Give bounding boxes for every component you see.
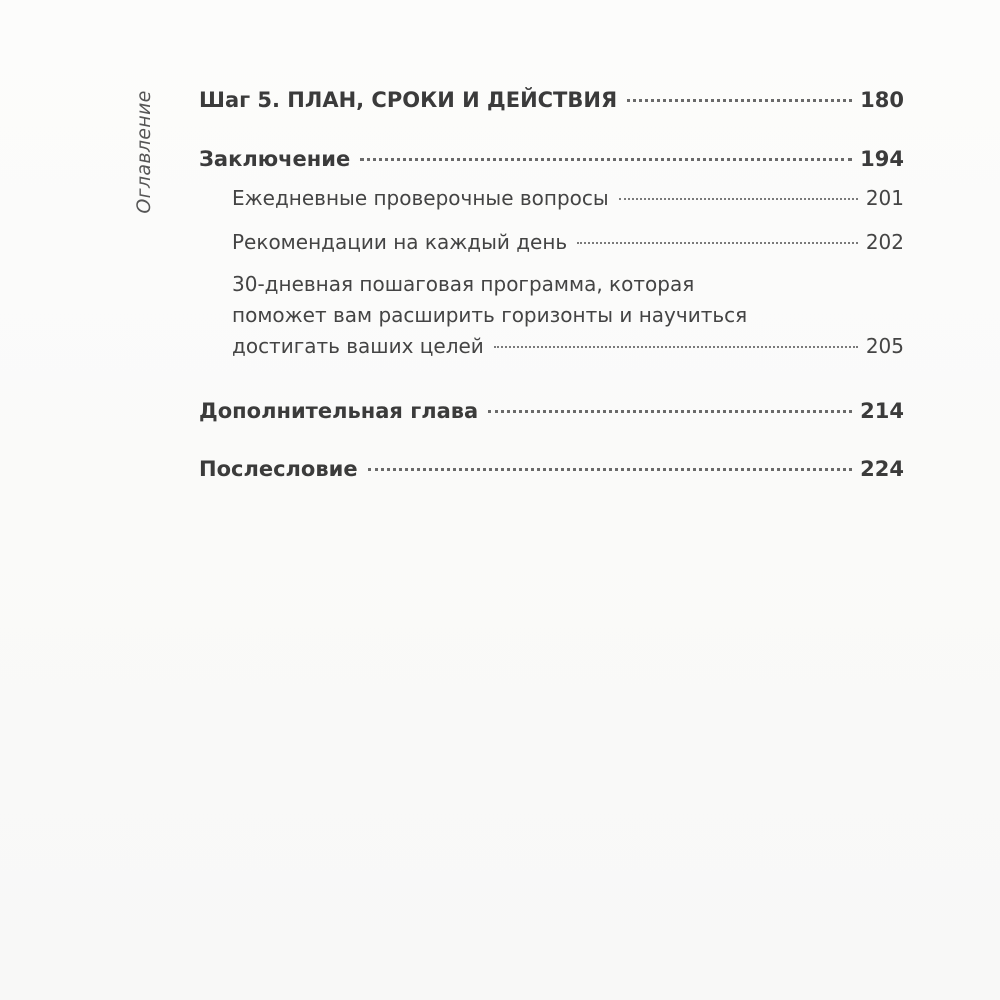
toc-page-number: 194 xyxy=(860,147,904,171)
toc-page-number: 205 xyxy=(865,334,904,358)
toc-page-number: 180 xyxy=(860,88,904,112)
toc-entry-additional-chapter[interactable] xyxy=(199,399,904,423)
toc-entry-label-line2: поможет вам расширить горизонты и научиться xyxy=(232,303,748,327)
dot-leader xyxy=(627,99,852,102)
toc-entry-label: Шаг 5. ПЛАН, СРОКИ И ДЕЙСТВИЯ xyxy=(199,88,618,112)
toc-entry-daily-recommendations[interactable] xyxy=(232,230,904,254)
dot-leader xyxy=(577,242,858,244)
dot-leader xyxy=(368,468,853,471)
toc-entry-label: Послесловие xyxy=(199,457,358,481)
toc-page-number: 224 xyxy=(860,457,904,481)
toc-entry-afterword[interactable] xyxy=(199,457,904,481)
toc-entry-conclusion[interactable] xyxy=(199,147,904,171)
dot-leader xyxy=(619,198,858,200)
toc-entry-label: Рекомендации на каждый день xyxy=(232,230,568,254)
dot-leader xyxy=(360,158,852,161)
toc-entry-label-line1: 30-дневная пошаговая программа, которая xyxy=(232,272,695,296)
toc-entry-label: Ежедневные проверочные вопросы xyxy=(232,186,609,210)
toc-page-number: 214 xyxy=(860,399,904,423)
toc-page-number: 202 xyxy=(865,230,904,254)
toc-entry-label-line3: достигать ваших целей xyxy=(232,334,484,358)
toc-entry-label: Заключение xyxy=(199,147,351,171)
running-head: Оглавление xyxy=(133,90,155,214)
toc-entry-label: Дополнительная глава xyxy=(199,399,479,423)
toc-entry-program-last-line xyxy=(232,334,904,358)
dot-leader xyxy=(488,410,852,413)
dot-leader xyxy=(494,346,858,348)
toc-entry-step5[interactable] xyxy=(199,88,904,112)
toc-entry-daily-questions[interactable] xyxy=(232,186,904,210)
toc-page-number: 201 xyxy=(865,186,904,210)
